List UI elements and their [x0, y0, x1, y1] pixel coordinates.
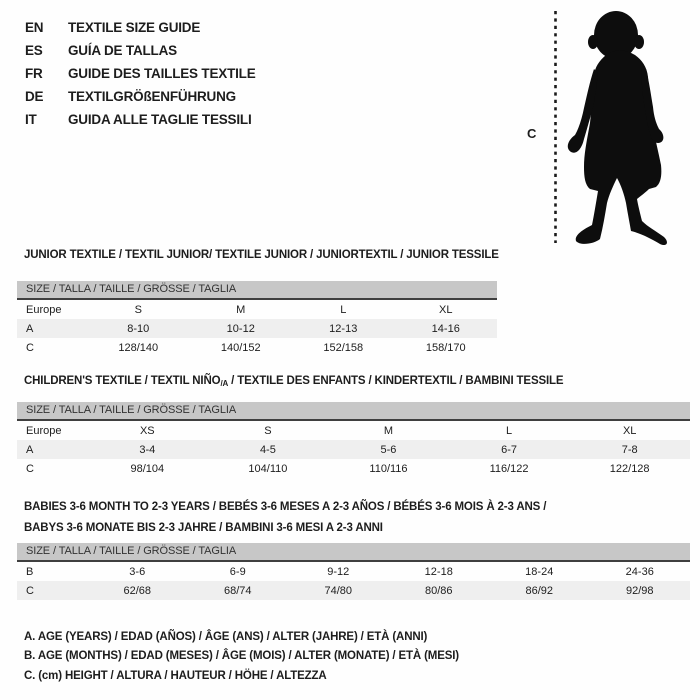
footnote-b: B. AGE (MONTHS) / EDAD (MESES) / ÂGE (MOIS) / ALTER (MONATE) / ETÀ (MESI): [24, 650, 459, 663]
row-label: C: [26, 341, 34, 354]
lang-code: DE: [25, 89, 44, 104]
size-cell: 68/74: [223, 584, 252, 597]
table-row: [17, 338, 497, 357]
footnote-a: A. AGE (YEARS) / EDAD (AÑOS) / ÂGE (ANS) / ALTER (JAHRE) / ETÀ (ANNI): [24, 630, 428, 643]
size-cell: M: [236, 303, 246, 316]
size-cell: XL: [622, 424, 637, 437]
size-cell: 80/86: [424, 584, 453, 597]
size-cell: 6-9: [229, 565, 246, 578]
lang-code: EN: [25, 20, 44, 35]
lang-code: FR: [25, 66, 43, 81]
size-cell: L: [340, 303, 347, 316]
footnote-c: C. (cm) HEIGHT / ALTURA / HAUTEUR / HÖHE / ALTEZZA: [24, 669, 327, 682]
size-cell: 62/68: [123, 584, 152, 597]
size-cell: 6-7: [501, 443, 518, 456]
row-label: A: [26, 443, 34, 456]
size-cell: 152/158: [323, 341, 364, 354]
babies-table-rows: [17, 562, 690, 600]
height-measure-label: C: [527, 126, 537, 141]
size-cell: 140/152: [220, 341, 261, 354]
lang-row-it: [25, 108, 256, 131]
lang-row-en: [25, 16, 256, 39]
row-label: B: [26, 565, 34, 578]
size-cell: XL: [439, 303, 453, 316]
babies-size-table: [17, 543, 690, 600]
babies-table-title: BABIES 3-6 MONTH TO 2-3 YEARS / BEBÉS 3-6 MESES A 2-3 AÑOS / BÉBÉS 3-6 MOIS À 2-3 ANS / BABYS 3-6 MONATE BIS 2-3 JAHRE / BAMBINI 3-6 MESI A 2-3 ANNI: [24, 501, 547, 534]
size-cell: 5-6: [380, 443, 397, 456]
size-cell: L: [506, 424, 513, 437]
size-cell: 7-8: [621, 443, 638, 456]
size-cell: 10-12: [226, 322, 255, 335]
lang-code: IT: [25, 112, 37, 127]
lang-row-es: [25, 39, 256, 62]
lang-title: GUÍA DE TALLAS: [68, 43, 177, 58]
children-size-table: [17, 402, 690, 478]
junior-size-table: [17, 281, 497, 357]
row-label: Europe: [26, 303, 62, 316]
lang-row-fr: [25, 62, 256, 85]
size-header-bar: SIZE / TALLA / TAILLE / GRÖSSE / TAGLIA: [17, 543, 690, 562]
lang-title: TEXTILGRÖßENFÜHRUNG: [68, 89, 236, 104]
lang-row-de: [25, 85, 256, 108]
table-row: [17, 440, 690, 459]
footnotes: [24, 627, 459, 686]
row-label: A: [26, 322, 34, 335]
size-header-bar: SIZE / TALLA / TAILLE / GRÖSSE / TAGLIA: [17, 402, 690, 421]
size-cell: 104/110: [248, 462, 288, 475]
size-cell: 128/140: [118, 341, 159, 354]
size-cell: 24-36: [625, 565, 654, 578]
size-cell: 18-24: [525, 565, 554, 578]
lang-title: GUIDE DES TAILLES TEXTILE: [68, 66, 256, 81]
size-cell: 116/122: [489, 462, 529, 475]
table-row: [17, 319, 497, 338]
size-cell: XS: [139, 424, 155, 437]
size-cell: 4-5: [259, 443, 276, 456]
size-cell: 12-18: [424, 565, 453, 578]
size-cell: 8-10: [127, 322, 150, 335]
size-cell: 86/92: [525, 584, 554, 597]
row-label: C: [26, 462, 34, 475]
size-cell: 14-16: [431, 322, 460, 335]
lang-title: TEXTILE SIZE GUIDE: [68, 20, 201, 35]
toddler-silhouette-icon: [550, 5, 690, 255]
size-cell: 74/80: [324, 584, 353, 597]
size-cell: 92/98: [625, 584, 654, 597]
size-cell: 3-4: [139, 443, 156, 456]
size-cell: 12-13: [329, 322, 358, 335]
junior-table-rows: [17, 300, 497, 357]
lang-code: ES: [25, 43, 43, 58]
children-table-title: CHILDREN'S TEXTILE / TEXTIL $NIÑO_{/A}$ / TEXTILE DES ENFANTS / KINDERTEXTIL / BAMBINI TESSILE: [24, 375, 564, 388]
size-cell: 3-6: [129, 565, 146, 578]
junior-table-title: JUNIOR TEXTILE / TEXTIL JUNIOR/ TEXTILE JUNIOR / JUNIORTEXTIL / JUNIOR TESSILE: [24, 249, 499, 261]
size-cell: 122/128: [609, 462, 650, 475]
children-table-rows: [17, 421, 690, 478]
size-cell: 9-12: [327, 565, 350, 578]
row-label: C: [26, 584, 34, 597]
table-row: [17, 421, 690, 440]
size-cell: 158/170: [425, 341, 466, 354]
size-cell: S: [134, 303, 142, 316]
lang-title: GUIDA ALLE TAGLIE TESSILI: [68, 112, 252, 127]
table-row: [17, 562, 690, 581]
size-cell: 110/116: [369, 462, 408, 475]
size-header-bar: SIZE / TALLA / TAILLE / GRÖSSE / TAGLIA: [17, 281, 497, 300]
size-cell: 98/104: [130, 462, 165, 475]
row-label: Europe: [26, 424, 62, 437]
table-row: [17, 459, 690, 478]
language-title-list: [25, 16, 256, 131]
size-cell: M: [383, 424, 394, 437]
size-cell: S: [264, 424, 272, 437]
table-row: [17, 300, 497, 319]
table-row: [17, 581, 690, 600]
